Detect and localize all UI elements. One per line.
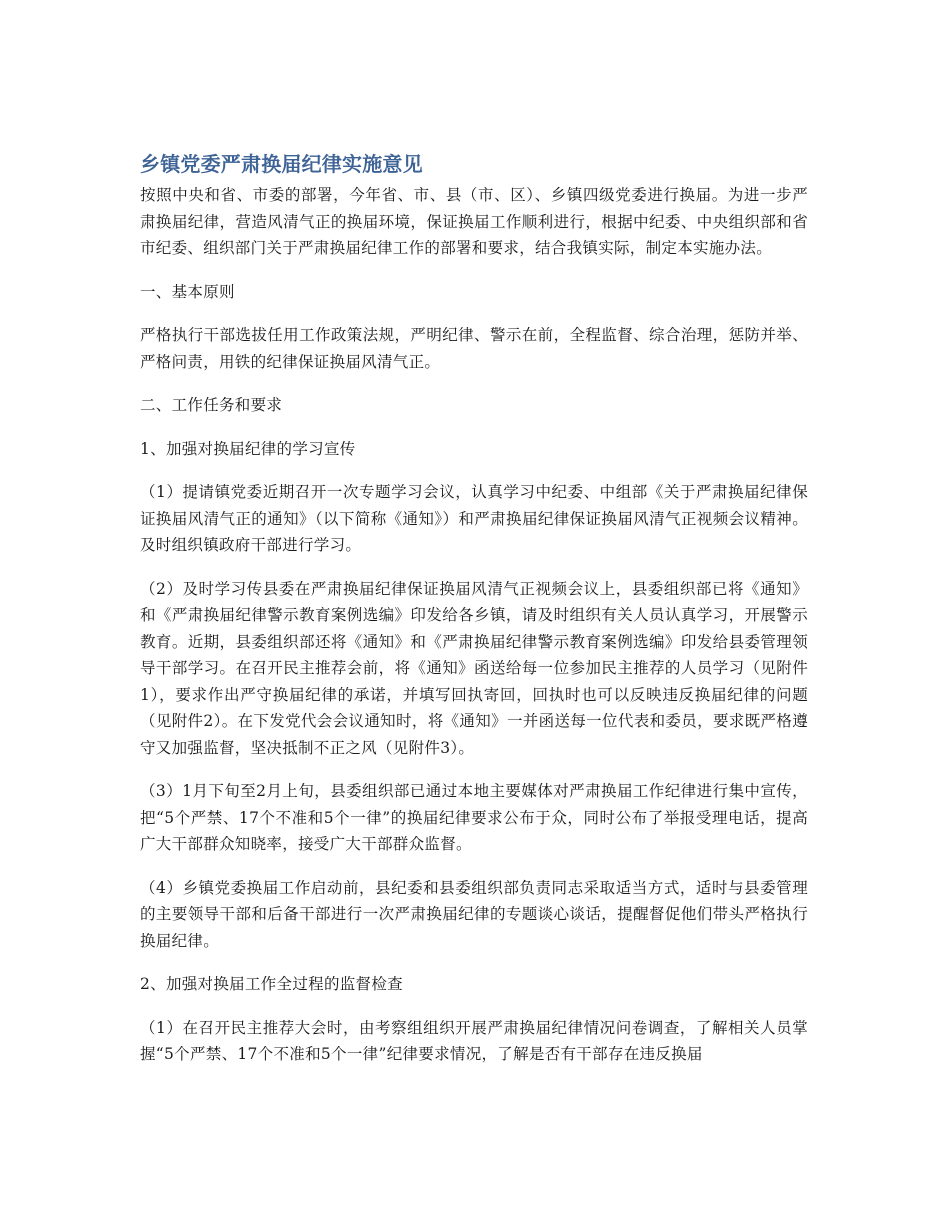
paragraph-item-3: （3）1月下旬至2月上旬，县委组织部已通过本地主要媒体对严肃换届工作纪律进行集中宣传，把“5个严禁、17个不准和5个一律”的换届纪律要求公布于众，同时公布了举报受理电话，提高广大干部群众知晓率，接受广大干部群众监督。 xyxy=(140,782,808,853)
section-heading-tasks: 二、工作任务和要求 xyxy=(140,396,283,414)
document-title: 乡镇党委严肃换届纪律实施意见 xyxy=(140,152,423,176)
section-heading-principles: 一、基本原则 xyxy=(140,282,235,301)
paragraph-principles: 严格执行干部选拔任用工作政策法规，严明纪律、警示在前，全程监督、综合治理，惩防并举、严格问责，用铁的纪律保证换届风清气正。 xyxy=(140,326,808,371)
subheading-study-publicity: 1、加强对换届纪律的学习宣传 xyxy=(140,439,356,458)
paragraph-item-2: （2）及时学习传县委在严肃换届纪律保证换届风清气正视频会议上，县委组织部已将《通知》和《严肃换届纪律警示教育案例选编》印发给各乡镇，请及时组织有关人员认真学习，开展警示教育。近期，县委组织部还将《通知》和《严肃换届纪律警示教育案例选编》印发给县委管理领导干部学习。在召开民主推荐会前，将《通知》函送给每一位参加民主推荐的人员学习（见附件1），要求作出严守换届纪律的承诺，并填写回执寄回，回执时也可以反映违反换届纪律的问题（见附件2）。在下发党代会会议通知时，将《通知》一并函送每一位代表和委员，要求既严格遵守又加强监督，坚决抵制不正之风（见附件3）。 xyxy=(140,579,808,757)
paragraph-item-1: （1）提请镇党委近期召开一次专题学习会议，认真学习中纪委、中组部《关于严肃换届纪律保证换届风清气正的通知》（以下简称《通知》）和严肃换届纪律保证换届风清气正视频会议精神。及时组织镇政府干部进行学习。 xyxy=(140,483,808,554)
paragraph-intro: 按照中央和省、市委的部署，今年省、市、县（市、区）、乡镇四级党委进行换届。为进一步严肃换届纪律，营造风清气正的换届环境，保证换届工作顺利进行，根据中纪委、中央组织部和省市纪委、组织部门关于严肃换届纪律工作的部署和要求，结合我镇实际，制定本实施办法。 xyxy=(140,186,808,257)
document-body xyxy=(140,148,808,1068)
paragraph-item-4: （4）乡镇党委换届工作启动前，县纪委和县委组织部负责同志采取适当方式，适时与县委管理的主要领导干部和后备干部进行一次严肃换届纪律的专题谈心谈话，提醒督促他们带头严格执行换届纪律。 xyxy=(140,878,808,950)
paragraph-supervision-item-1: （1）在召开民主推荐大会时，由考察组组织开展严肃换届纪律情况问卷调查，了解相关人员掌握“5个严禁、17个不准和5个一律”纪律要求情况，了解是否有干部存在违反换届 xyxy=(140,1018,808,1063)
subheading-supervision: 2、加强对换届工作全过程的监督检查 xyxy=(140,975,403,993)
